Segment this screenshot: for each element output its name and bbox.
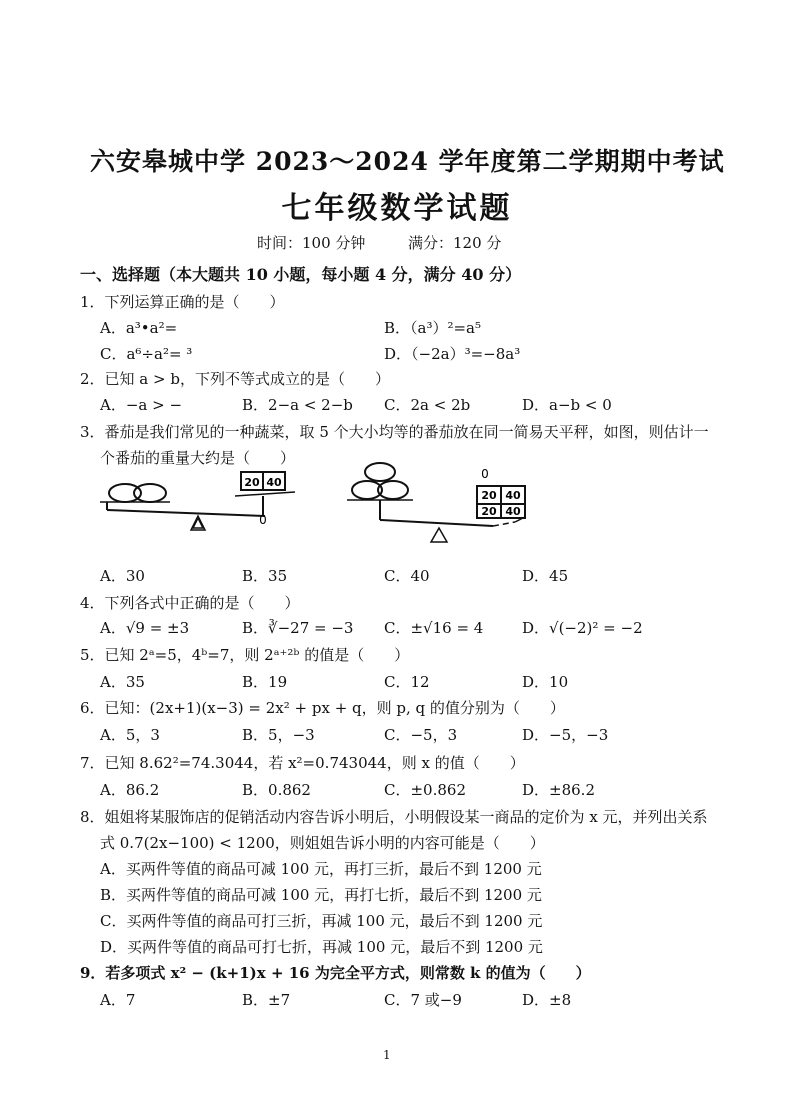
question-6-option-b: B．5，−3 — [242, 726, 315, 744]
tomato-icon — [365, 463, 395, 481]
question-1-option-c: C．a⁶÷a²= ³ — [100, 345, 193, 363]
question-7-stem: 7．已知 8.62²=74.3044，若 x²=0.743044，则 x 的值（ ） — [80, 754, 525, 772]
question-6-option-c: C．−5，3 — [384, 726, 458, 744]
question-5-option-b: B．19 — [242, 673, 288, 691]
question-2-option-d: D．a−b < 0 — [522, 396, 612, 414]
question-8-option-b: B．买两件等值的商品可减 100 元，再打七折，最后不到 1200 元 — [100, 886, 542, 904]
question-1-option-d: D．（−2a）³=−8a³ — [384, 345, 521, 363]
question-3-option-b: B．35 — [242, 567, 288, 585]
exam-time: 时间：100 分钟 — [257, 234, 366, 252]
question-7-option-d: D．±86.2 — [522, 781, 595, 799]
weight-label: 20 — [244, 476, 260, 489]
question-5-option-d: D．10 — [522, 673, 569, 691]
question-4-option-d: D．√(−2)² = −2 — [522, 619, 643, 637]
weight-label: 40 — [505, 489, 521, 502]
question-3-option-d: D．45 — [522, 567, 569, 585]
right-scale — [347, 463, 525, 542]
question-5-option-a: A．35 — [100, 673, 145, 691]
handwritten-note: 0 — [259, 513, 267, 527]
question-2-option-a: A．−a > − — [100, 396, 183, 414]
question-9-option-b: B．±7 — [242, 991, 291, 1009]
question-7-option-c: C．±0.862 — [384, 781, 466, 799]
handwritten-note: 0 — [481, 467, 489, 481]
question-6-option-d: D．−5，−3 — [522, 726, 609, 744]
weight-label: 40 — [505, 505, 521, 518]
weight-label: 40 — [266, 476, 282, 489]
question-7-option-b: B．0.862 — [242, 781, 311, 799]
weight-label: 20 — [481, 489, 497, 502]
exam-title: 六安皋城中学 2023～2024 学年度第二学期期中考试 — [90, 147, 725, 176]
question-9-option-a: A．7 — [100, 991, 136, 1009]
exam-subtitle: 七年级数学试题 — [281, 191, 513, 226]
question-5-stem: 5．已知 2ᵃ=5，4ᵇ=7，则 2ᵃ⁺²ᵇ 的值是（ ） — [80, 646, 410, 664]
question-6-option-a: A．5，3 — [100, 726, 160, 744]
question-7-option-a: A．86.2 — [100, 781, 160, 799]
fulcrum-icon — [431, 528, 447, 542]
question-8-option-d: D．买两件等值的商品可打七折，再减 100 元，最后不到 1200 元 — [100, 938, 543, 956]
question-9-stem: 9．若多项式 x² − (k+1)x + 16 为完全平方式，则常数 k 的值为（ ） — [80, 964, 591, 982]
left-scale — [100, 472, 295, 530]
question-9-option-d: D．±8 — [522, 991, 572, 1009]
question-1-option-b: B．（a³）²=a⁵ — [384, 319, 482, 337]
question-1-option-a: A．a³•a²= — [100, 319, 178, 337]
question-9-option-c: C．7 或−9 — [384, 991, 462, 1009]
tomato-icon — [134, 484, 166, 502]
tomato-icon — [109, 484, 141, 502]
question-4-stem: 4．下列各式中正确的是（ ） — [80, 594, 300, 612]
question-2-option-c: C．2a < 2b — [384, 396, 471, 414]
question-2-option-b: B．2−a < 2−b — [242, 396, 353, 414]
question-1-stem: 1．下列运算正确的是（ ） — [80, 293, 285, 311]
balance-scale-figure — [95, 462, 555, 552]
question-3-stem-2: 个番茄的重量大约是（ ） — [100, 449, 296, 467]
exam-score: 满分：120 分 — [408, 234, 502, 252]
question-3-option-c: C．40 — [384, 567, 430, 585]
question-8-option-c: C．买两件等值的商品可打三折，再减 100 元，最后不到 1200 元 — [100, 912, 543, 930]
question-8-stem-2: 式 0.7(2x−100) < 1200，则姐姐告诉小明的内容可能是（ ） — [100, 834, 545, 852]
question-4-option-a: A．√9 = ±3 — [100, 619, 190, 637]
question-5-option-c: C．12 — [384, 673, 430, 691]
question-6-stem: 6．已知：(2x+1)(x−3) = 2x² + px + q，则 p, q 的值分别为（ ） — [80, 699, 565, 717]
question-3-option-a: A．30 — [100, 567, 145, 585]
weight-label: 20 — [481, 505, 497, 518]
question-4-option-b: B．∛−27 = −3 — [242, 619, 354, 637]
question-4-option-c: C．±√16 = 4 — [384, 619, 484, 637]
question-3-stem: 3．番茄是我们常见的一种蔬菜，取 5 个大小均等的番茄放在同一简易天平秤，如图，则估计一 — [80, 423, 709, 441]
question-2-stem: 2．已知 a > b，下列不等式成立的是（ ） — [80, 370, 390, 388]
question-8-option-a: A．买两件等值的商品可减 100 元，再打三折，最后不到 1200 元 — [100, 860, 542, 878]
question-8-stem: 8．姐姐将某服饰店的促销活动内容告诉小明后，小明假设某一商品的定价为 x 元，并列出关系 — [80, 808, 708, 826]
page-number: 1 — [383, 1048, 391, 1062]
section-title: 一、选择题（本大题共 10 小题，每小题 4 分，满分 40 分） — [80, 265, 522, 284]
